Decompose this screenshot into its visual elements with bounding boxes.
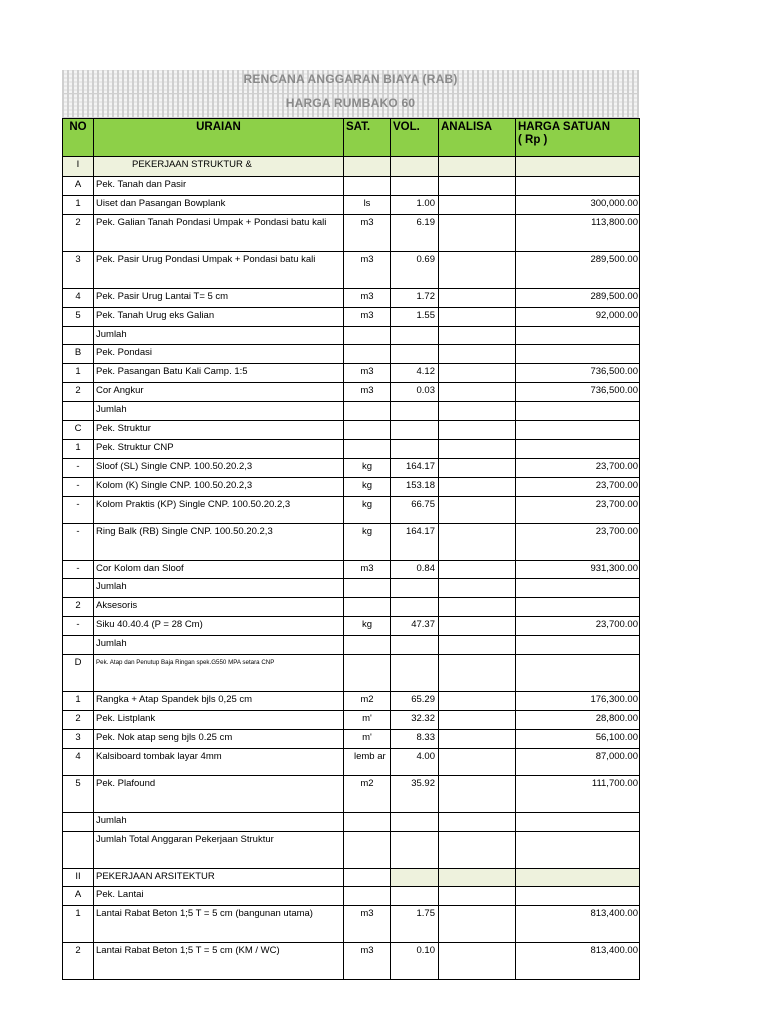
- cell-sat: [344, 812, 391, 831]
- cell-analisa: [439, 906, 516, 943]
- cell-sat: m3: [344, 383, 391, 402]
- cell-uraian: Jumlah: [94, 402, 344, 421]
- cell-vol: 164.17: [391, 458, 439, 477]
- table-row: [63, 402, 640, 421]
- cell-no: A: [63, 887, 94, 906]
- cell-harga: 289,500.00: [516, 251, 640, 288]
- cell-harga: 813,400.00: [516, 943, 640, 980]
- table-row: [63, 560, 640, 579]
- cell-analisa: [439, 214, 516, 251]
- header-harga: HARGA SATUAN ( Rp ): [516, 119, 640, 157]
- cell-uraian: Lantai Rabat Beton 1;5 T = 5 cm (KM / WC): [94, 943, 344, 980]
- cell-vol: [391, 439, 439, 458]
- cell-no: 1: [63, 364, 94, 383]
- cell-analisa: [439, 383, 516, 402]
- cell-sat: [344, 579, 391, 598]
- header-analisa: ANALISA: [439, 119, 516, 157]
- cell-harga: 813,400.00: [516, 906, 640, 943]
- table-row: [63, 655, 640, 692]
- cell-harga: [516, 887, 640, 906]
- cell-uraian: Siku 40.40.4 (P = 28 Cm): [94, 617, 344, 636]
- cell-no: 5: [63, 307, 94, 326]
- cell-no: -: [63, 458, 94, 477]
- cell-harga: 23,700.00: [516, 617, 640, 636]
- cell-uraian: Uiset dan Pasangan Bowplank: [94, 195, 344, 214]
- cell-uraian: Jumlah Total Anggaran Pekerjaan Struktur: [94, 831, 344, 868]
- table-row: [63, 345, 640, 364]
- cell-analisa: [439, 775, 516, 812]
- cell-vol: 32.32: [391, 710, 439, 729]
- cell-no: 5: [63, 775, 94, 812]
- cell-vol: [391, 421, 439, 440]
- cell-vol: [391, 636, 439, 655]
- header-uraian: URAIAN: [94, 119, 344, 157]
- cell-vol: 164.17: [391, 523, 439, 560]
- table-row: [63, 307, 640, 326]
- cell-analisa: [439, 157, 516, 177]
- cell-uraian: Jumlah: [94, 326, 344, 345]
- cell-vol: [391, 598, 439, 617]
- table-row: [63, 458, 640, 477]
- cell-harga: 92,000.00: [516, 307, 640, 326]
- cell-harga: 176,300.00: [516, 692, 640, 711]
- cell-vol: 35.92: [391, 775, 439, 812]
- cell-analisa: [439, 177, 516, 196]
- cell-vol: [391, 157, 439, 177]
- table-row: [63, 421, 640, 440]
- sheet-title: RENCANA ANGGARAN BIAYA (RAB): [243, 72, 458, 86]
- cell-no: -: [63, 523, 94, 560]
- cell-sat: kg: [344, 617, 391, 636]
- cell-sat: m3: [344, 943, 391, 980]
- cell-vol: [391, 887, 439, 906]
- cell-no: -: [63, 496, 94, 523]
- cell-uraian: Ring Balk (RB) Single CNP. 100.50.20.2,3: [94, 523, 344, 560]
- cell-uraian: Pek. Tanah Urug eks Galian: [94, 307, 344, 326]
- cell-sat: [344, 345, 391, 364]
- cell-vol: [391, 326, 439, 345]
- cell-no: 4: [63, 748, 94, 775]
- cell-harga: [516, 812, 640, 831]
- cell-sat: [344, 177, 391, 196]
- cell-uraian: Pek. Pondasi: [94, 345, 344, 364]
- cell-uraian: Cor Angkur: [94, 383, 344, 402]
- cell-vol: 153.18: [391, 477, 439, 496]
- table-row: [63, 523, 640, 560]
- table-row: [63, 195, 640, 214]
- cell-vol: [391, 831, 439, 868]
- cell-no: A: [63, 177, 94, 196]
- table-row: [63, 579, 640, 598]
- cell-sat: [344, 157, 391, 177]
- cell-sat: m2: [344, 775, 391, 812]
- cell-vol: [391, 177, 439, 196]
- cell-harga: [516, 636, 640, 655]
- cell-vol: [391, 812, 439, 831]
- table-row: [63, 868, 640, 887]
- cell-harga: 28,800.00: [516, 710, 640, 729]
- cell-uraian: Jumlah: [94, 636, 344, 655]
- cell-uraian: Pek. Plafound: [94, 775, 344, 812]
- table-row: [63, 748, 640, 775]
- cell-no: 1: [63, 195, 94, 214]
- title-row-2: [62, 94, 639, 118]
- cell-no: [63, 579, 94, 598]
- cell-no: [63, 636, 94, 655]
- cell-sat: m': [344, 710, 391, 729]
- cell-harga: 931,300.00: [516, 560, 640, 579]
- cell-vol: 47.37: [391, 617, 439, 636]
- cell-analisa: [439, 307, 516, 326]
- cell-no: [63, 812, 94, 831]
- cell-no: -: [63, 617, 94, 636]
- cell-sat: kg: [344, 477, 391, 496]
- cell-analisa: [439, 477, 516, 496]
- cell-uraian: Jumlah: [94, 812, 344, 831]
- cell-vol: 6.19: [391, 214, 439, 251]
- header-no: NO: [63, 119, 94, 157]
- cell-uraian: Pek. Listplank: [94, 710, 344, 729]
- table-row: [63, 710, 640, 729]
- cell-sat: [344, 831, 391, 868]
- header-vol: VOL.: [391, 119, 439, 157]
- cell-harga: [516, 345, 640, 364]
- cell-no: 3: [63, 729, 94, 748]
- table-row: [63, 943, 640, 980]
- cell-sat: lemb ar: [344, 748, 391, 775]
- cell-uraian: Kolom Praktis (KP) Single CNP. 100.50.20.2,3: [94, 496, 344, 523]
- table-row: [63, 177, 640, 196]
- cell-sat: m3: [344, 214, 391, 251]
- cell-vol: 8.33: [391, 729, 439, 748]
- cell-analisa: [439, 402, 516, 421]
- cell-harga: 87,000.00: [516, 748, 640, 775]
- cell-sat: [344, 887, 391, 906]
- table-row: [63, 729, 640, 748]
- cell-analisa: [439, 195, 516, 214]
- cell-no: 3: [63, 251, 94, 288]
- cell-sat: m3: [344, 251, 391, 288]
- cell-analisa: [439, 636, 516, 655]
- cell-analisa: [439, 655, 516, 692]
- cell-vol: [391, 345, 439, 364]
- cell-uraian: Pek. Struktur CNP: [94, 439, 344, 458]
- cell-analisa: [439, 251, 516, 288]
- cell-sat: m3: [344, 288, 391, 307]
- cell-vol: 4.00: [391, 748, 439, 775]
- cell-uraian: Pek. Galian Tanah Pondasi Umpak + Pondasi batu kali: [94, 214, 344, 251]
- cell-vol: 65.29: [391, 692, 439, 711]
- cell-vol: 0.84: [391, 560, 439, 579]
- cell-analisa: [439, 617, 516, 636]
- cell-harga: 289,500.00: [516, 288, 640, 307]
- cell-harga: [516, 655, 640, 692]
- cell-sat: m3: [344, 364, 391, 383]
- cell-harga: [516, 598, 640, 617]
- cell-sat: m3: [344, 560, 391, 579]
- cell-no: I: [63, 157, 94, 177]
- cell-vol: 4.12: [391, 364, 439, 383]
- cell-no: 1: [63, 906, 94, 943]
- cell-no: [63, 402, 94, 421]
- cell-analisa: [439, 439, 516, 458]
- cell-uraian: Cor Kolom dan Sloof: [94, 560, 344, 579]
- cell-harga: [516, 157, 640, 177]
- cell-harga: [516, 831, 640, 868]
- cell-vol: 1.55: [391, 307, 439, 326]
- cell-no: II: [63, 868, 94, 887]
- cell-sat: kg: [344, 458, 391, 477]
- cell-analisa: [439, 364, 516, 383]
- cell-harga: 23,700.00: [516, 458, 640, 477]
- cell-vol: 0.69: [391, 251, 439, 288]
- cell-no: -: [63, 560, 94, 579]
- table-row: [63, 496, 640, 523]
- table-row: [63, 812, 640, 831]
- cell-analisa: [439, 868, 516, 887]
- cell-harga: 56,100.00: [516, 729, 640, 748]
- cell-uraian: Sloof (SL) Single CNP. 100.50.20.2,3: [94, 458, 344, 477]
- cell-uraian: Pek. Nok atap seng bjls 0.25 cm: [94, 729, 344, 748]
- cell-no: -: [63, 477, 94, 496]
- table-row: [63, 617, 640, 636]
- table-row: [63, 157, 640, 177]
- cell-uraian: Rangka + Atap Spandek bjls 0,25 cm: [94, 692, 344, 711]
- cell-uraian: PEKERJAAN ARSITEKTUR: [94, 868, 344, 887]
- cell-no: 1: [63, 692, 94, 711]
- table-row: [63, 439, 640, 458]
- cell-analisa: [439, 812, 516, 831]
- cell-analisa: [439, 887, 516, 906]
- table-row: [63, 887, 640, 906]
- table-row: [63, 831, 640, 868]
- cell-analisa: [439, 748, 516, 775]
- cell-analisa: [439, 458, 516, 477]
- cell-no: B: [63, 345, 94, 364]
- header-sat: SAT.: [344, 119, 391, 157]
- cell-uraian: Pek. Lantai: [94, 887, 344, 906]
- cell-sat: m2: [344, 692, 391, 711]
- cell-uraian: Jumlah: [94, 579, 344, 598]
- cell-analisa: [439, 326, 516, 345]
- table-row: [63, 214, 640, 251]
- cell-sat: [344, 326, 391, 345]
- cell-analisa: [439, 831, 516, 868]
- cell-analisa: [439, 560, 516, 579]
- table-row: [63, 383, 640, 402]
- cell-no: 2: [63, 943, 94, 980]
- cell-analisa: [439, 496, 516, 523]
- cell-vol: 66.75: [391, 496, 439, 523]
- cell-sat: [344, 402, 391, 421]
- cell-analisa: [439, 579, 516, 598]
- table-row: [63, 598, 640, 617]
- cell-no: D: [63, 655, 94, 692]
- table-header-row: [63, 119, 640, 157]
- rab-sheet: [62, 70, 639, 980]
- cell-analisa: [439, 943, 516, 980]
- cell-uraian: Aksesoris: [94, 598, 344, 617]
- cell-vol: [391, 402, 439, 421]
- cell-analisa: [439, 421, 516, 440]
- table-row: [63, 692, 640, 711]
- cell-no: [63, 831, 94, 868]
- cell-analisa: [439, 729, 516, 748]
- cell-harga: [516, 579, 640, 598]
- cell-vol: 0.10: [391, 943, 439, 980]
- table-row: [63, 906, 640, 943]
- sheet-subtitle: HARGA RUMBAKO 60: [285, 96, 416, 110]
- cell-uraian: Pek. Pasir Urug Lantai T= 5 cm: [94, 288, 344, 307]
- cell-uraian: Pek. Tanah dan Pasir: [94, 177, 344, 196]
- cell-analisa: [439, 288, 516, 307]
- table-row: [63, 326, 640, 345]
- cell-sat: m3: [344, 906, 391, 943]
- cell-vol: 1.75: [391, 906, 439, 943]
- table-row: [63, 288, 640, 307]
- cell-uraian: Pek. Atap dan Penutup Baja Ringan spek.G550 MPA setara CNP: [94, 655, 344, 692]
- cell-harga: 23,700.00: [516, 477, 640, 496]
- cell-sat: kg: [344, 523, 391, 560]
- cell-vol: 1.00: [391, 195, 439, 214]
- cell-analisa: [439, 523, 516, 560]
- cell-analisa: [439, 692, 516, 711]
- cell-uraian: Kalsiboard tombak layar 4mm: [94, 748, 344, 775]
- rab-table: [62, 118, 640, 980]
- cell-no: 2: [63, 710, 94, 729]
- title-row-1: [62, 70, 639, 94]
- cell-sat: [344, 868, 391, 887]
- cell-sat: [344, 598, 391, 617]
- table-body: [63, 157, 640, 980]
- cell-no: 1: [63, 439, 94, 458]
- cell-harga: [516, 177, 640, 196]
- table-row: [63, 251, 640, 288]
- cell-harga: [516, 326, 640, 345]
- cell-no: 2: [63, 214, 94, 251]
- cell-no: 2: [63, 383, 94, 402]
- cell-analisa: [439, 345, 516, 364]
- table-row: [63, 636, 640, 655]
- cell-uraian: Pek. Pasir Urug Pondasi Umpak + Pondasi batu kali: [94, 251, 344, 288]
- cell-uraian: PEKERJAAN STRUKTUR &: [94, 157, 344, 177]
- cell-analisa: [439, 598, 516, 617]
- cell-sat: m3: [344, 307, 391, 326]
- cell-harga: 300,000.00: [516, 195, 640, 214]
- cell-sat: [344, 439, 391, 458]
- cell-harga: 111,700.00: [516, 775, 640, 812]
- cell-vol: 1.72: [391, 288, 439, 307]
- cell-harga: 736,500.00: [516, 383, 640, 402]
- cell-sat: [344, 636, 391, 655]
- cell-vol: [391, 655, 439, 692]
- table-row: [63, 775, 640, 812]
- cell-vol: 0.03: [391, 383, 439, 402]
- cell-no: [63, 326, 94, 345]
- cell-no: 4: [63, 288, 94, 307]
- cell-harga: [516, 421, 640, 440]
- cell-uraian: Lantai Rabat Beton 1;5 T = 5 cm (bangunan utama): [94, 906, 344, 943]
- cell-vol: [391, 868, 439, 887]
- table-row: [63, 364, 640, 383]
- cell-uraian: Pek. Struktur: [94, 421, 344, 440]
- cell-analisa: [439, 710, 516, 729]
- cell-sat: [344, 655, 391, 692]
- cell-harga: 23,700.00: [516, 496, 640, 523]
- cell-harga: [516, 402, 640, 421]
- cell-no: 2: [63, 598, 94, 617]
- cell-sat: m': [344, 729, 391, 748]
- cell-no: C: [63, 421, 94, 440]
- cell-sat: kg: [344, 496, 391, 523]
- cell-harga: 23,700.00: [516, 523, 640, 560]
- cell-vol: [391, 579, 439, 598]
- cell-uraian: Kolom (K) Single CNP. 100.50.20.2,3: [94, 477, 344, 496]
- cell-harga: 113,800.00: [516, 214, 640, 251]
- cell-harga: [516, 868, 640, 887]
- cell-harga: [516, 439, 640, 458]
- cell-uraian: Pek. Pasangan Batu Kali Camp. 1:5: [94, 364, 344, 383]
- cell-harga: 736,500.00: [516, 364, 640, 383]
- cell-sat: [344, 421, 391, 440]
- cell-sat: ls: [344, 195, 391, 214]
- table-row: [63, 477, 640, 496]
